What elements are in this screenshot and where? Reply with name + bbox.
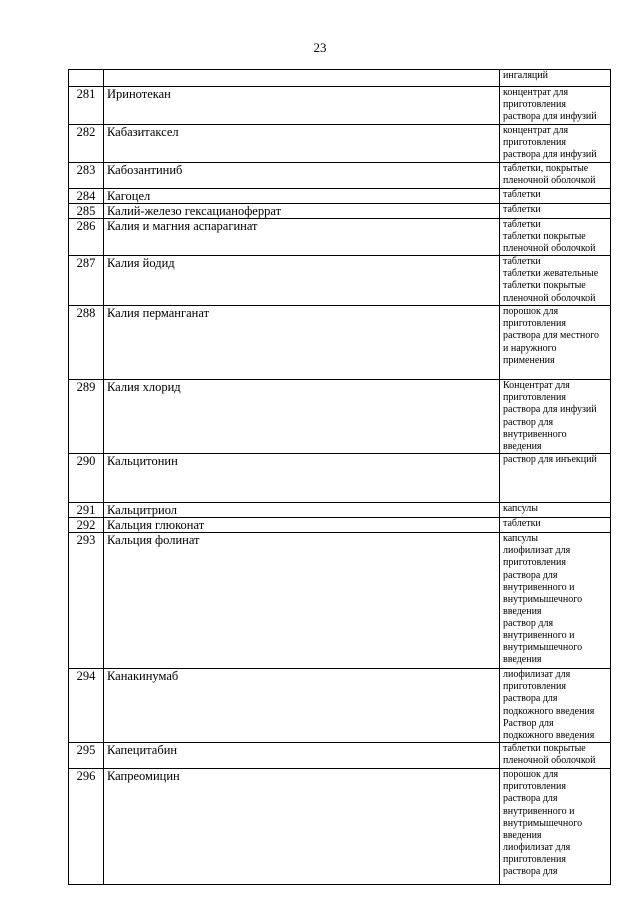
row-number: 291 — [69, 503, 104, 518]
dosage-form-line: таблетки — [503, 518, 541, 530]
dosage-form-line: лиофилизат для — [503, 841, 571, 853]
dosage-forms — [500, 70, 611, 87]
drug-name: Кальцитонин — [104, 454, 500, 503]
dosage-form-line: пленочной оболочкой — [503, 755, 596, 767]
dosage-form-line: применения — [503, 354, 555, 366]
table-row — [69, 669, 611, 743]
drug-name: Кабазитаксел — [104, 125, 500, 163]
dosage-form-line: раствора для — [503, 693, 558, 705]
drug-name: Капреомицин — [104, 769, 500, 885]
table-row — [69, 533, 611, 669]
dosage-form-line: введения — [503, 654, 542, 666]
row-number: 287 — [69, 256, 104, 306]
drug-name: Калия перманганат — [104, 306, 500, 380]
dosage-form-line: внутривенного и — [503, 805, 575, 817]
dosage-form-line: приготовления — [503, 781, 566, 793]
drug-name — [104, 70, 500, 87]
row-number: 293 — [69, 533, 104, 669]
dosage-form-line: таблетки покрытые — [503, 280, 586, 292]
page-number: 23 — [313, 40, 327, 55]
dosage-form-line: раствор для — [503, 617, 554, 629]
dosage-form-line: лиофилизат для — [503, 669, 571, 681]
dosage-forms — [500, 256, 611, 306]
drug-name: Кальция глюконат — [104, 518, 500, 533]
drug-name: Кабозантиниб — [104, 163, 500, 189]
dosage-form-line: раствора для местного — [503, 330, 600, 342]
row-number: 281 — [69, 87, 104, 125]
table-row — [69, 454, 611, 503]
table-row — [69, 743, 611, 769]
dosage-form-line: пленочной оболочкой — [503, 292, 596, 304]
dosage-form-line: внутривенного и — [503, 630, 575, 642]
table-row — [69, 70, 611, 87]
table-row — [69, 189, 611, 204]
dosage-form-line: раствора для — [503, 793, 558, 805]
row-number: 285 — [69, 204, 104, 219]
row-number — [69, 70, 104, 87]
dosage-forms — [500, 163, 611, 189]
drug-table — [68, 69, 611, 885]
row-number: 282 — [69, 125, 104, 163]
table-row — [69, 163, 611, 189]
row-number: 292 — [69, 518, 104, 533]
dosage-forms — [500, 204, 611, 219]
drug-name: Капецитабин — [104, 743, 500, 769]
dosage-form-line: раствора для инфузий — [503, 111, 597, 123]
dosage-form-line: таблетки — [503, 204, 541, 215]
dosage-forms — [500, 87, 611, 125]
dosage-form-line: таблетки покрытые — [503, 743, 586, 755]
row-number: 294 — [69, 669, 104, 743]
dosage-form-line: подкожного введения — [503, 705, 595, 717]
dosage-form-line: приготовления — [503, 557, 566, 569]
dosage-form-line: введения — [503, 440, 542, 452]
drug-name: Калий-железо гексацианоферрат — [104, 204, 500, 219]
dosage-forms — [500, 454, 611, 503]
dosage-form-line: раствор для — [503, 416, 554, 428]
table-row — [69, 87, 611, 125]
dosage-form-line: лиофилизат для — [503, 545, 571, 557]
dosage-form-line: таблетки, покрытые — [503, 163, 589, 174]
dosage-forms — [500, 533, 611, 669]
dosage-form-line: введения — [503, 605, 542, 617]
row-number: 284 — [69, 189, 104, 204]
row-number: 288 — [69, 306, 104, 380]
drug-name: Калия и магния аспарагинат — [104, 219, 500, 256]
dosage-forms — [500, 769, 611, 885]
dosage-form-line: капсулы — [503, 533, 538, 545]
dosage-form-line: внутримышечного — [503, 593, 583, 605]
dosage-form-line: таблетки — [503, 189, 541, 200]
table-row — [69, 503, 611, 518]
dosage-forms — [500, 125, 611, 163]
dosage-form-line: приготовления — [503, 99, 566, 111]
table-row — [69, 256, 611, 306]
dosage-form-line: приготовления — [503, 318, 566, 330]
table-row — [69, 306, 611, 380]
drug-name: Калия йодид — [104, 256, 500, 306]
dosage-form-line: приготовления — [503, 392, 566, 404]
drug-name: Канакинумаб — [104, 669, 500, 743]
drug-name: Иринотекан — [104, 87, 500, 125]
dosage-form-line: внутримышечного — [503, 642, 583, 654]
table-row — [69, 518, 611, 533]
dosage-form-line: капсулы — [503, 503, 538, 515]
dosage-form-line: таблетки — [503, 256, 541, 268]
dosage-forms — [500, 219, 611, 256]
dosage-form-line: и наружного — [503, 342, 557, 354]
table-row — [69, 380, 611, 454]
dosage-form-line: приготовления — [503, 137, 566, 149]
dosage-form-line: раствора для — [503, 569, 558, 581]
dosage-forms — [500, 743, 611, 769]
dosage-form-line: пленочной оболочкой — [503, 175, 596, 187]
dosage-form-line: Раствор для — [503, 717, 554, 729]
dosage-form-line: Концентрат для — [503, 380, 570, 392]
dosage-forms — [500, 380, 611, 454]
row-number: 283 — [69, 163, 104, 189]
dosage-form-line: внутривенного и — [503, 581, 575, 593]
dosage-form-line: таблетки — [503, 219, 541, 230]
table-row — [69, 219, 611, 256]
row-number: 296 — [69, 769, 104, 885]
table-row — [69, 204, 611, 219]
dosage-form-line: приготовления — [503, 853, 566, 865]
drug-name: Кагоцел — [104, 189, 500, 204]
table-row — [69, 125, 611, 163]
dosage-form-line: таблетки жевательные — [503, 268, 599, 280]
dosage-form-line: таблетки покрытые — [503, 231, 586, 243]
dosage-forms — [500, 518, 611, 533]
table-row — [69, 769, 611, 885]
dosage-form-line: приготовления — [503, 681, 566, 693]
dosage-forms — [500, 306, 611, 380]
dosage-form-line: порошок для — [503, 306, 559, 318]
dosage-form-line: введения — [503, 829, 542, 841]
row-number: 289 — [69, 380, 104, 454]
dosage-form-line: раствор для инъекций — [503, 454, 597, 466]
dosage-form-line: внутривенного — [503, 428, 567, 440]
dosage-form-line: порошок для — [503, 769, 559, 781]
row-number: 290 — [69, 454, 104, 503]
dosage-form-line: раствора для инфузий — [503, 149, 597, 161]
drug-name: Кальцитриол — [104, 503, 500, 518]
dosage-form-line: концентрат для — [503, 87, 569, 98]
dosage-form-line: раствора для инфузий — [503, 404, 597, 416]
dosage-form-line: концентрат для — [503, 125, 569, 136]
dosage-forms — [500, 503, 611, 518]
drug-name: Калия хлорид — [104, 380, 500, 454]
row-number: 286 — [69, 219, 104, 256]
drug-table-body — [69, 70, 611, 885]
dosage-forms — [500, 189, 611, 204]
dosage-form-line: внутримышечного — [503, 817, 583, 829]
dosage-form-line: ингаляций — [503, 70, 548, 81]
dosage-form-line: раствора для — [503, 866, 558, 878]
dosage-form-line: пленочной оболочкой — [503, 243, 596, 255]
dosage-form-line: подкожного введения — [503, 729, 595, 741]
row-number: 295 — [69, 743, 104, 769]
dosage-forms — [500, 669, 611, 743]
drug-name: Кальция фолинат — [104, 533, 500, 669]
